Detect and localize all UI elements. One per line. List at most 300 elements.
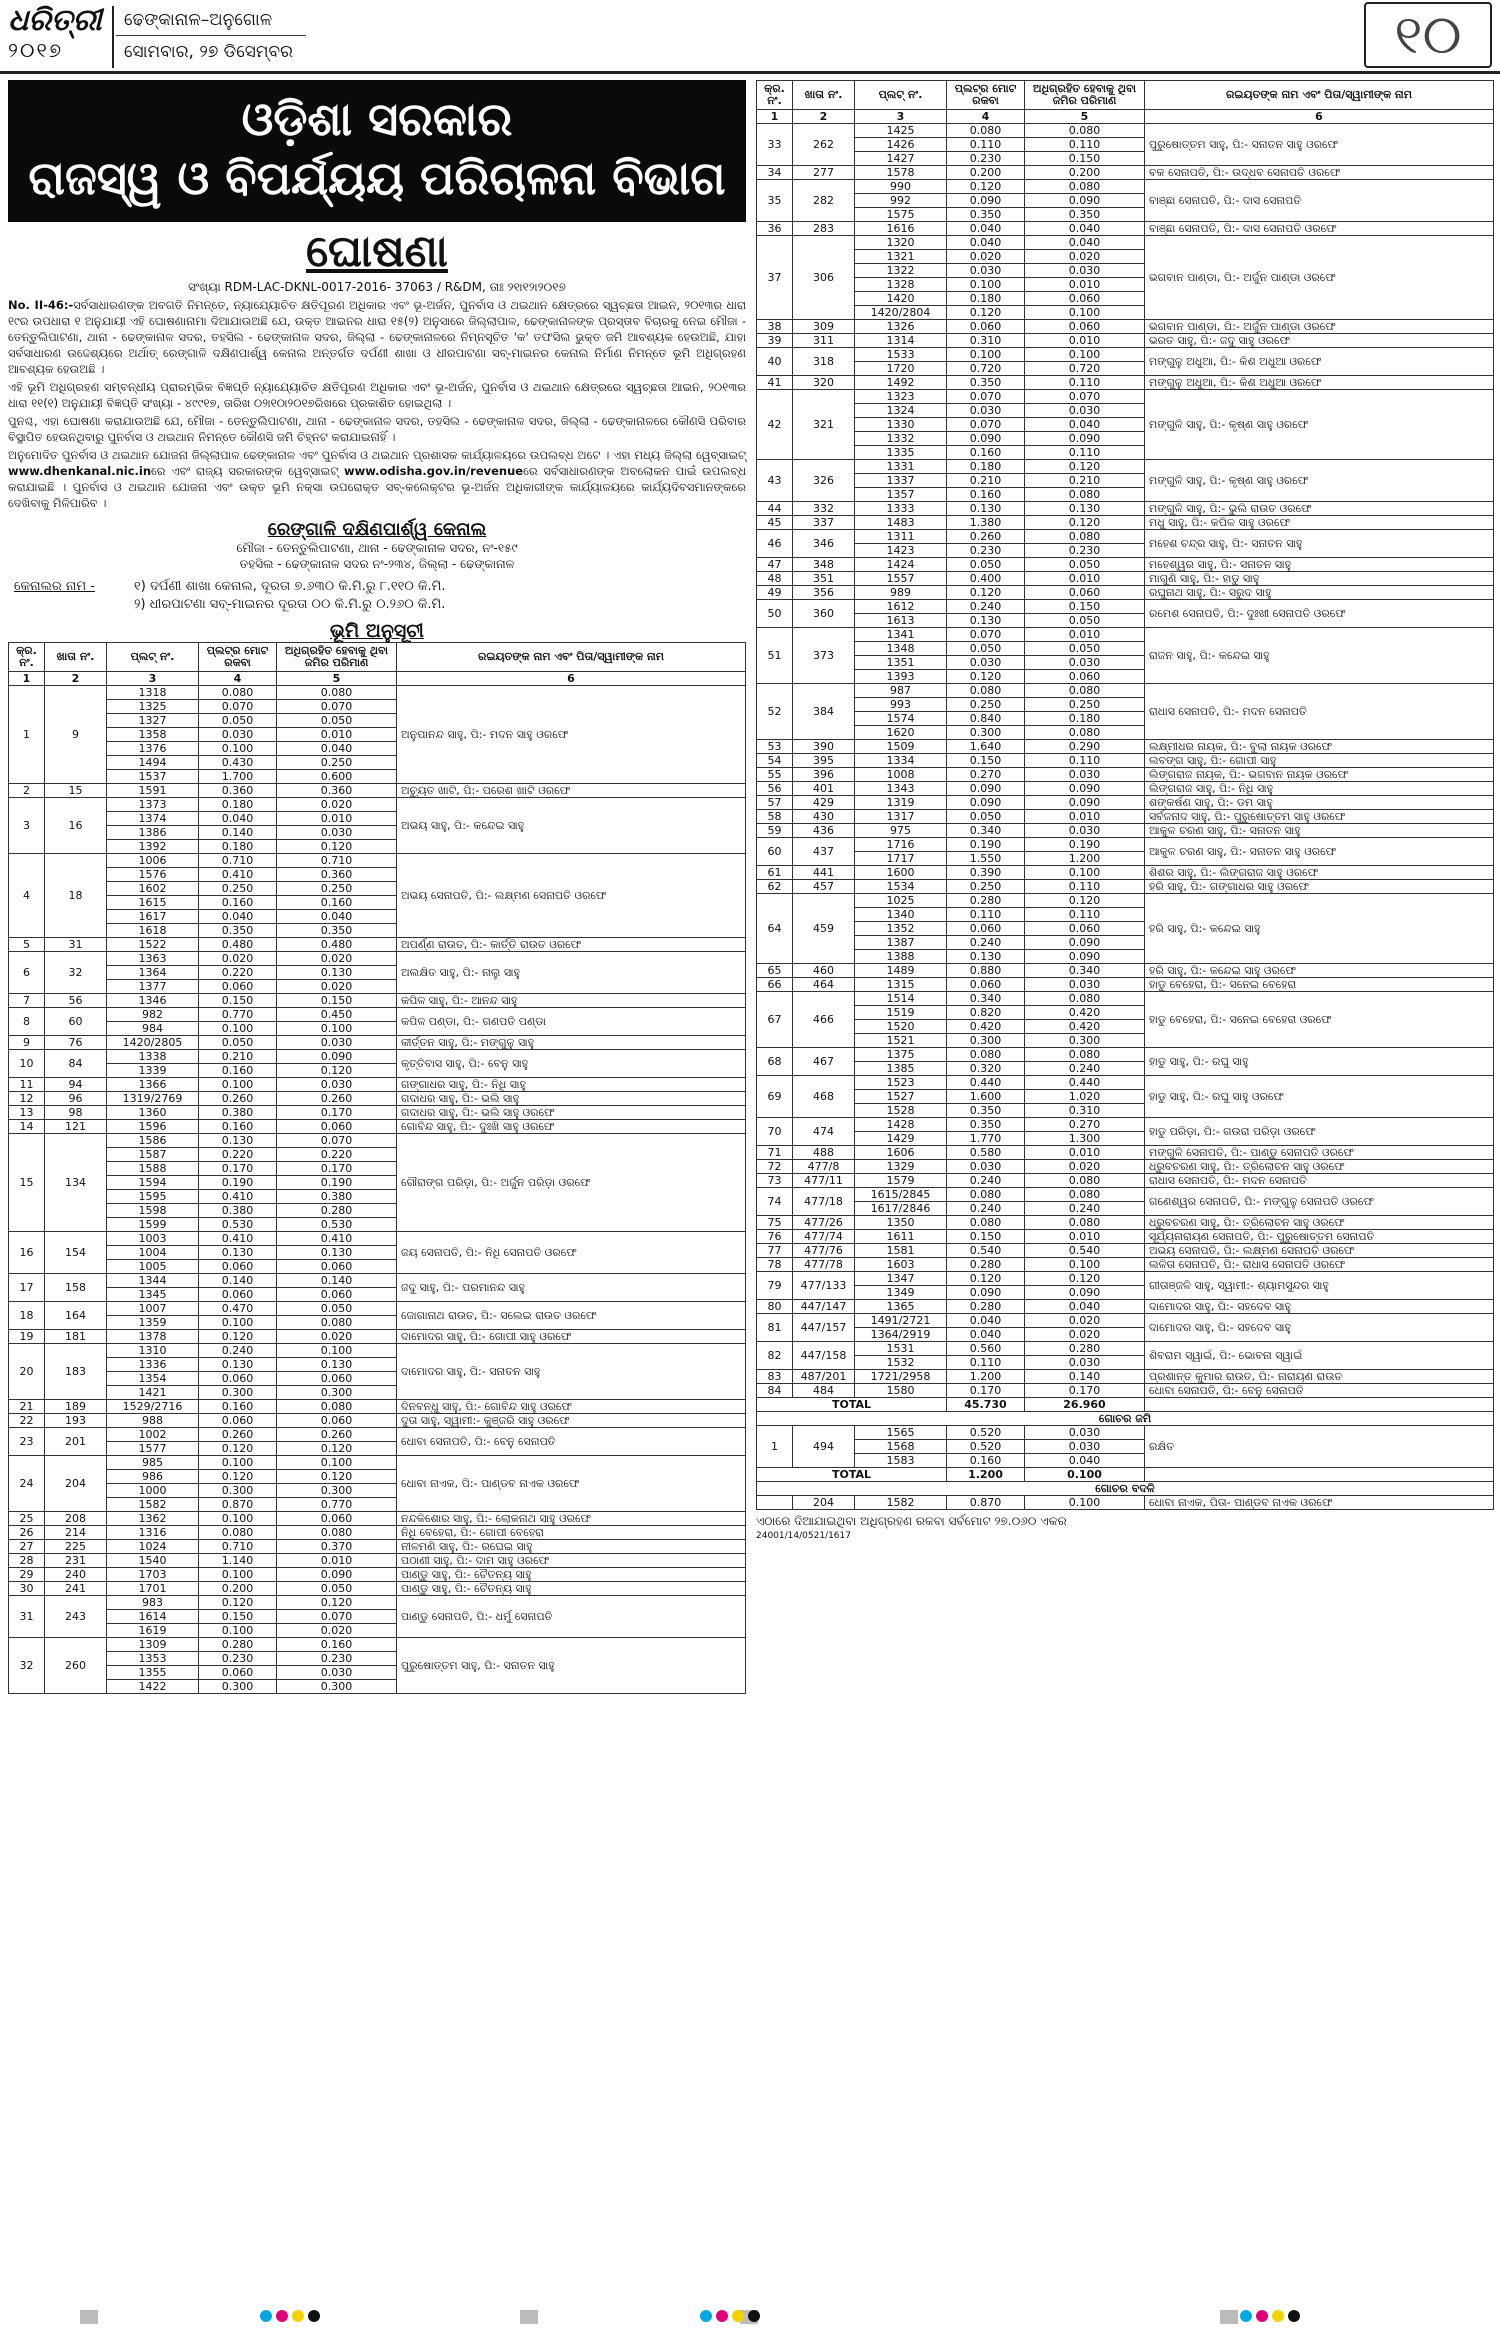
total-area: 0.150 [947,1230,1025,1244]
plot-no: 988 [107,1414,199,1428]
table-row [9,1526,746,1540]
plot-no: 1008 [855,768,947,782]
owner-name: ହାଡୁ ବେହେରା, ପି:- ସନେଇ ବେହେରା ଓରଫେ [1145,992,1494,1048]
sl-no: 53 [757,740,793,754]
sl-no: 35 [757,180,793,222]
acquired-area: 0.090 [1025,796,1145,810]
sl-no: 41 [757,376,793,390]
acquired-area: 0.250 [277,882,397,896]
khata-no: 477/76 [793,1244,855,1258]
table-row [757,460,1494,474]
banner-line-2: ରାଜସ୍ୱ ଓ ବିପର୍ଯ୍ୟୟ ପରିଚାଳନା ବିଭାଗ [28,151,726,205]
plot-no: 983 [107,1596,199,1610]
total-area: 0.050 [947,810,1025,824]
plot-no: 1617 [107,910,199,924]
total-area: 0.160 [199,1400,277,1414]
owner-name: ଭଗବାନ ପାଣ୍ଡା, ପି:- ଅର୍ଜୁନ ପାଣ୍ଡା ଓରଫେ [1145,236,1494,320]
acquired-area: 0.280 [277,1204,397,1218]
total-area: 0.030 [947,656,1025,670]
acquired-area: 0.120 [1025,1272,1145,1286]
table-row [757,1342,1494,1356]
khata-no: 32 [45,952,107,994]
owner-name: ଗଦାଧର ସାହୁ, ପି:- ଭଲି ସାହୁ ଓରଫେ [397,1106,746,1120]
plot-no: 1581 [855,1244,947,1258]
total-area: 0.030 [947,1160,1025,1174]
total-area: 0.360 [199,784,277,798]
page-header [0,0,1500,74]
acquired-area: 0.540 [1025,1244,1145,1258]
acquired-area: 0.150 [1025,152,1145,166]
table-row [757,824,1494,838]
total-area: 0.080 [947,1216,1025,1230]
plot-no: 1315 [855,978,947,992]
plot-no: 1328 [855,278,947,292]
table-row [9,1050,746,1064]
sl-no: 4 [9,854,45,938]
sl-no: 44 [757,502,793,516]
left-column [8,80,746,1694]
col-num-1: 1 [9,672,45,686]
khata-no: 31 [45,938,107,952]
acquired-area: 0.010 [1025,572,1145,586]
owner-name: ଅଲକ୍ଷିତ ସାହୁ, ପି:- ନାଲୁ ସାହୁ [397,952,746,994]
table-row [757,1258,1494,1272]
revenue-website-link[interactable]: www.odisha.gov.in/revenue [344,464,524,478]
table-row [757,1244,1494,1258]
owner-name: ହରି ସାହୁ, ପି:- କନ୍ଦେଇ ସାହୁ ଓରଫେ [1145,964,1494,978]
total-area: 0.230 [947,152,1025,166]
khata-no: 214 [45,1526,107,1540]
plot-no: 1598 [107,1204,199,1218]
owner-name: ଲଳିତା ସେନାପତି, ପି:- ରାଧାସ ସେନାପତି ଓରଫେ [1145,1258,1494,1272]
total-area: 0.270 [947,768,1025,782]
table-row [757,376,1494,390]
plot-no: 1521 [855,1034,947,1048]
acquired-area: 0.120 [277,840,397,854]
total-area: 0.310 [947,334,1025,348]
sl-no: 61 [757,866,793,880]
owner-name: ପୁରୁଷୋତ୍ତମ ସାହୁ, ପି:- ସନାତନ ସାହୁ [397,1638,746,1694]
sl-no: 46 [757,530,793,558]
owner-name: ନିଧି ବେହେରା, ପି:- ଗୋପୀ ବେହେରା [397,1526,746,1540]
owner-name: ସୂର୍ଯ୍ୟନାରାୟଣ ସେନାପତି, ପି:- ପୁରୁଷୋତ୍ତମ ସେନାପତି [1145,1230,1494,1244]
plot-no: 1617/2846 [855,1202,947,1216]
owner-name: ନୀଳମଣି ସାହୁ, ପି:- ରଘେଇ ସାହୁ [397,1540,746,1554]
total-area: 0.150 [199,1610,277,1624]
table-row [9,686,746,700]
acquired-area: 0.160 [277,1638,397,1652]
acquired-area: 0.080 [277,1400,397,1414]
sl-no: 58 [757,810,793,824]
table-row [757,348,1494,362]
sl-no: 77 [757,1244,793,1258]
bakati-plot: 1582 [855,1496,947,1510]
total-area: 0.520 [947,1426,1025,1440]
acquired-area: 0.070 [1025,390,1145,404]
plot-no: 1565 [855,1426,947,1440]
acquired-area: 0.040 [1025,1300,1145,1314]
khata-no: 260 [45,1638,107,1694]
owner-name: ଗୀତାଞ୍ଜଳି ସାହୁ, ସ୍ୱାମୀ:- ଶ୍ୟାମସୁନ୍ଦର ସାହୁ [1145,1272,1494,1300]
total-area: 0.170 [947,1384,1025,1398]
table-row [757,810,1494,824]
acquired-area: 0.080 [277,1316,397,1330]
total-area: 0.820 [947,1006,1025,1020]
plot-no: 1351 [855,656,947,670]
sl-no: 19 [9,1330,45,1344]
plot-no: 1349 [855,1286,947,1300]
total-area: 0.260 [199,1092,277,1106]
sl-no: 23 [9,1428,45,1456]
plot-no: 1579 [855,1174,947,1188]
plot-no: 1594 [107,1176,199,1190]
khata-no: 466 [793,992,855,1048]
plot-no: 1311 [855,530,947,544]
total-area: 0.100 [947,278,1025,292]
plot-no: 1374 [107,812,199,826]
sl-no: 50 [757,600,793,628]
acquired-area: 0.440 [1025,1076,1145,1090]
bakati-total: 0.870 [947,1496,1025,1510]
plot-no: 1557 [855,572,947,586]
owner-name: ଆକୁଳ ଚରଣ ସାହୁ, ପି:- ସନାତନ ସାହୁ [1145,824,1494,838]
acquired-area: 0.100 [277,1456,397,1470]
plot-no: 1348 [855,642,947,656]
table-row [757,600,1494,614]
canal-2: ୨) ଧୀରପାଟଣା ସବ୍-ମାଇନର ଦୂରତା ୦୦ କି.ମି.ରୁ ୦.୨୬୦ କି.ମି. [134,597,446,612]
acquired-area: 0.030 [1025,768,1145,782]
owner-name: ଗଙ୍ଗାଧର ସାହୁ, ପି:- ନିଧି ସାହୁ [397,1078,746,1092]
acquired-area: 0.050 [1025,642,1145,656]
table-row [9,1008,746,1022]
total-area: 0.380 [199,1204,277,1218]
sl-no: 25 [9,1512,45,1526]
table-row [757,880,1494,894]
plot-no: 1392 [107,840,199,854]
owner-name: କପିଳ ସାହୁ, ପି:- ଆନନ୍ଦ ସାହୁ [397,994,746,1008]
total-area: 0.070 [947,418,1025,432]
sl-no: 54 [757,754,793,768]
header-khata-no: ଖାତା ନଂ. [793,81,855,110]
khata-no: 477/78 [793,1258,855,1272]
table-row [9,1120,746,1134]
acquired-area: 0.600 [277,770,397,784]
plot-no: 1721/2958 [855,1370,947,1384]
khata-no: 76 [45,1036,107,1050]
canal-project-title: ରେଙ୍ଗାଳି ଦକ୍ଷିଣପାର୍ଶ୍ୱ କେନାଲ [267,519,487,540]
total-area: 0.040 [199,910,277,924]
total-area: 0.110 [947,908,1025,922]
acquired-area: 0.090 [1025,1286,1145,1300]
total-area: 0.710 [199,1540,277,1554]
section-gochara-row [757,1412,1494,1426]
total-area: 0.060 [947,922,1025,936]
acquired-area: 0.130 [277,1246,397,1260]
khata-no: 441 [793,866,855,880]
plot-no: 1327 [107,714,199,728]
gochara-row [757,1426,1494,1440]
total-area: 0.160 [199,896,277,910]
schedule-title: ଭୂମି ଅନୁସୂଚୀ [330,620,424,642]
acquired-area: 0.240 [1025,1202,1145,1216]
acquired-area: 0.090 [277,1050,397,1064]
sl-no: 57 [757,796,793,810]
total-area: 0.090 [947,432,1025,446]
khata-no: 94 [45,1078,107,1092]
total-area: 0.130 [947,502,1025,516]
sl-no: 3 [9,798,45,854]
plot-no: 1588 [107,1162,199,1176]
canal-list [8,578,746,614]
plot-no: 1428 [855,1118,947,1132]
khata-no: 396 [793,768,855,782]
sl-no: 10 [9,1050,45,1078]
bakati-khata: 204 [793,1496,855,1510]
color-registration-dot [748,2310,760,2322]
plot-no: 1329 [855,1160,947,1174]
notice-title: ଘୋଷଣା [306,226,448,277]
owner-name: ରମେଶ ସେନାପତି, ପି:- ଦୁଃଖୀ ସେନାପତି ଓରଫେ [1145,600,1494,628]
khata-no: 436 [793,824,855,838]
plot-no: 1613 [855,614,947,628]
acquired-area: 0.090 [1025,936,1145,950]
table-row [9,1092,746,1106]
total-area: 0.050 [947,642,1025,656]
plot-no: 1528 [855,1104,947,1118]
acquired-area: 0.060 [277,1288,397,1302]
sl-no: 7 [9,994,45,1008]
acquired-area: 0.020 [277,1624,397,1638]
khata-no: 243 [45,1596,107,1638]
acquired-area: 0.140 [1025,1370,1145,1384]
khata-no: 121 [45,1120,107,1134]
acquired-area: 0.010 [277,812,397,826]
acquired-area: 0.040 [1025,222,1145,236]
khata-no: 311 [793,334,855,348]
table-row [9,1134,746,1148]
khata-no: 189 [45,1400,107,1414]
table-row [757,1230,1494,1244]
plot-no: 1003 [107,1232,199,1246]
total-area: 0.150 [199,994,277,1008]
plot-no: 1004 [107,1246,199,1260]
table-row [757,1174,1494,1188]
total-area: 0.120 [947,586,1025,600]
total-area: 0.040 [947,222,1025,236]
plot-no: 1385 [855,1062,947,1076]
plot-no: 1325 [107,700,199,714]
acquired-area: 0.370 [277,1540,397,1554]
total-area: 0.230 [199,1652,277,1666]
khata-no: 96 [45,1092,107,1106]
plot-no: 1354 [107,1372,199,1386]
total-area: 0.140 [199,1274,277,1288]
header-plot-no: ପ୍ଲଟ୍ ନଂ. [855,81,947,110]
plot-no: 1720 [855,362,947,376]
total-area: 0.050 [947,558,1025,572]
acquired-area: 0.110 [1025,376,1145,390]
owner-name: ପାଣ୍ଡୁ ସେନାପତି, ପି:- ଧର୍ମୁ ସେନାପତି [397,1596,746,1638]
owner-name: ପ୍ରଶାନ୍ତ କୁମାର ରାଉତ, ପି:- ନାରାୟଣ ରାଉତ [1145,1370,1494,1384]
owner-name: ଜଦୁ ସାହୁ, ପି:- ପରମାନନ୍ଦ ସାହୁ [397,1274,746,1302]
plot-no: 1322 [855,264,947,278]
total-area: 0.530 [199,1218,277,1232]
brand-year: ୨୦୧୭ [8,38,64,62]
total-area: 0.710 [199,854,277,868]
total-area: 0.250 [199,882,277,896]
acquired-area: 0.010 [1025,628,1145,642]
registration-square [1220,2310,1238,2324]
color-registration-dot [308,2310,320,2322]
total-area: 0.240 [947,1202,1025,1216]
table-row [757,236,1494,250]
total-area: 0.060 [199,1666,277,1680]
plot-no: 1357 [855,488,947,502]
table-row [757,516,1494,530]
table-row [757,502,1494,516]
total-area: 0.130 [199,1358,277,1372]
khata-no: 447/158 [793,1342,855,1370]
plot-no: 993 [855,698,947,712]
owner-name: ଦୁତା ସାହୁ, ସ୍ୱାମୀ:- କୁଞ୍ଜରି ସାହୁ ଓରଫେ [397,1414,746,1428]
owner-name: ସର୍ବଜନାଦ ସାହୁ, ପି:- ପୁରୁଷୋତ୍ତମ ସାହୁ ଓରଫେ [1145,810,1494,824]
acquired-area: 0.040 [1025,236,1145,250]
khata-no: 488 [793,1146,855,1160]
total-area: 0.390 [947,866,1025,880]
acquired-area: 1.020 [1025,1090,1145,1104]
khata-no: 240 [45,1568,107,1582]
plot-no: 1514 [855,992,947,1006]
acquired-area: 0.050 [1025,558,1145,572]
table-row [757,390,1494,404]
table-row [9,1456,746,1470]
plot-no: 1340 [855,908,947,922]
acquired-area: 0.120 [277,1596,397,1610]
table-row [757,586,1494,600]
sl-no: 26 [9,1526,45,1540]
owner-name: ଲିଙ୍ଗରାଜ ସାହୁ, ପି:- ନିଧି ସାହୁ [1145,782,1494,796]
khata-no: 468 [793,1076,855,1118]
sl-no: 82 [757,1342,793,1370]
acquired-area: 0.230 [277,1652,397,1666]
sl-no: 13 [9,1106,45,1120]
color-registration-dot [716,2310,728,2322]
owner-name: ପଠାଣୀ ସାହୁ, ପି:- ଦାମ ସାହୁ ଓରଫେ [397,1554,746,1568]
acquired-area: 0.170 [277,1106,397,1120]
khata-no: 98 [45,1106,107,1120]
acquired-area: 0.110 [1025,908,1145,922]
total-area: 0.300 [199,1484,277,1498]
registration-square [80,2310,98,2324]
col-num-4: 4 [199,672,277,686]
khata-no: 241 [45,1582,107,1596]
total-acquired: 26.960 [1025,1398,1145,1412]
print-registration-marks [0,2310,1500,2330]
color-registration-dot [1272,2310,1284,2322]
acquired-area: 0.300 [277,1484,397,1498]
sl-no: 52 [757,684,793,740]
plot-no: 1378 [107,1330,199,1344]
owner-name: ମହେଶ୍ୱର ସାହୁ, ପି:- ସନାତନ ସାହୁ [1145,558,1494,572]
khata-no: 477/133 [793,1272,855,1300]
total-area: 0.180 [947,292,1025,306]
page-number: ୧୦ [1364,2,1492,68]
plot-no: 1323 [855,390,947,404]
header-sl-no: କ୍ର. ନଂ. [757,81,793,110]
plot-no: 1421 [107,1386,199,1400]
plot-no: 1360 [107,1106,199,1120]
acquired-area: 0.050 [277,1302,397,1316]
col-num-6: 6 [397,672,746,686]
total-area: 0.060 [199,980,277,994]
khata-no: 447/147 [793,1300,855,1314]
plot-no: 1334 [855,754,947,768]
plot-no: 1319/2769 [107,1092,199,1106]
owner-name: ବାଞ୍ଛା ସେନାପତି, ପି:- ଦାସ ସେନାପତି [1145,180,1494,222]
acquired-area: 0.410 [277,1232,397,1246]
total-area: 0.070 [199,700,277,714]
canal-label: କେନାଲର ନାମ - [14,579,95,594]
sl-no: 16 [9,1232,45,1274]
total-area: 0.160 [947,488,1025,502]
acquired-area: 0.070 [277,700,397,714]
sl-no: 6 [9,952,45,994]
acquired-area: 0.340 [1025,964,1145,978]
plot-no: 985 [107,1456,199,1470]
owner-name: ଶଙ୍କର୍ଷଣ ସାହୁ, ପି:- ଡମ ସାହୁ [1145,796,1494,810]
sl-no: 32 [9,1638,45,1694]
sl-no: 45 [757,516,793,530]
sl-no: 30 [9,1582,45,1596]
sl-no: 28 [9,1554,45,1568]
canal-1: ୧) ଦର୍ପଣୀ ଶାଖା କେନାଲ, ଦୂରତା ୭.୬୩୦ କି.ମି.ରୁ ୮.୧୧୦ କି.ମି. [134,579,446,594]
plot-no: 1420/2804 [855,306,947,320]
acquired-area: 0.220 [277,1148,397,1162]
acquired-area: 0.060 [1025,670,1145,684]
acquired-area: 0.350 [1025,208,1145,222]
table-row [757,782,1494,796]
table-row [9,952,746,966]
acquired-area: 0.360 [277,868,397,882]
khata-no: 16 [45,798,107,854]
acquired-area: 0.130 [277,1358,397,1372]
khata-no: 262 [793,124,855,166]
total-area: 1.140 [199,1554,277,1568]
khata-no: 84 [45,1050,107,1078]
total-area: 0.420 [947,1020,1025,1034]
table-row [757,1076,1494,1090]
total-area: 0.350 [947,376,1025,390]
footer-code: 24001/14/0521/1617 [756,1531,851,1541]
plot-no: 1355 [107,1666,199,1680]
paragraph-3: ପୁନଶ୍ଚ, ଏହା ଘୋଷଣା କରାଯାଉଅଛି ଯେ, ମୌଜା - ତେନ୍ତୁଲିପାଟଣା, ଥାନା - ଢେଙ୍କାନାଳ ସଦର, ତହସିଲ - ଢେଙ୍କାନାଳ ସଦର, ଜିଲ୍ଲା - ଢେଙ୍କାନାଳରେ କୌଣସି ପରିବାର ବିସ୍ଥାପିତ ହେଉନଥିବାରୁ ପୁନର୍ବାସ ଓ ଥଇଥାନ ନିମନ୍ତେ କୌଣସି ଜମି ଚିହ୍ନଟ କରାଯାଇନାହିଁ । [8,414,747,444]
district-website-link[interactable]: www.dhenkanal.nic.in [8,464,152,478]
acquired-area: 0.080 [1025,124,1145,138]
col-num-5: 5 [1025,110,1145,124]
acquired-area: 0.110 [1025,446,1145,460]
total-area: 0.480 [199,938,277,952]
acquired-area: 0.020 [277,952,397,966]
plot-no: 1364 [107,966,199,980]
acquired-area: 0.080 [1025,1048,1145,1062]
plot-no: 986 [107,1470,199,1484]
plot-no: 1489 [855,964,947,978]
header-owner-name: ରଇୟତଙ୍କ ନାମ ଏବଂ ପିତା/ସ୍ୱାମୀଙ୍କ ନାମ [397,643,746,672]
owner-name: ବାଞ୍ଛା ସେନାପତି, ପି:- ଦାସ ସେନାପତି ଓରଫେ [1145,222,1494,236]
sl-no: 42 [757,390,793,460]
sl-no: 31 [9,1596,45,1638]
plot-no: 1420 [855,292,947,306]
